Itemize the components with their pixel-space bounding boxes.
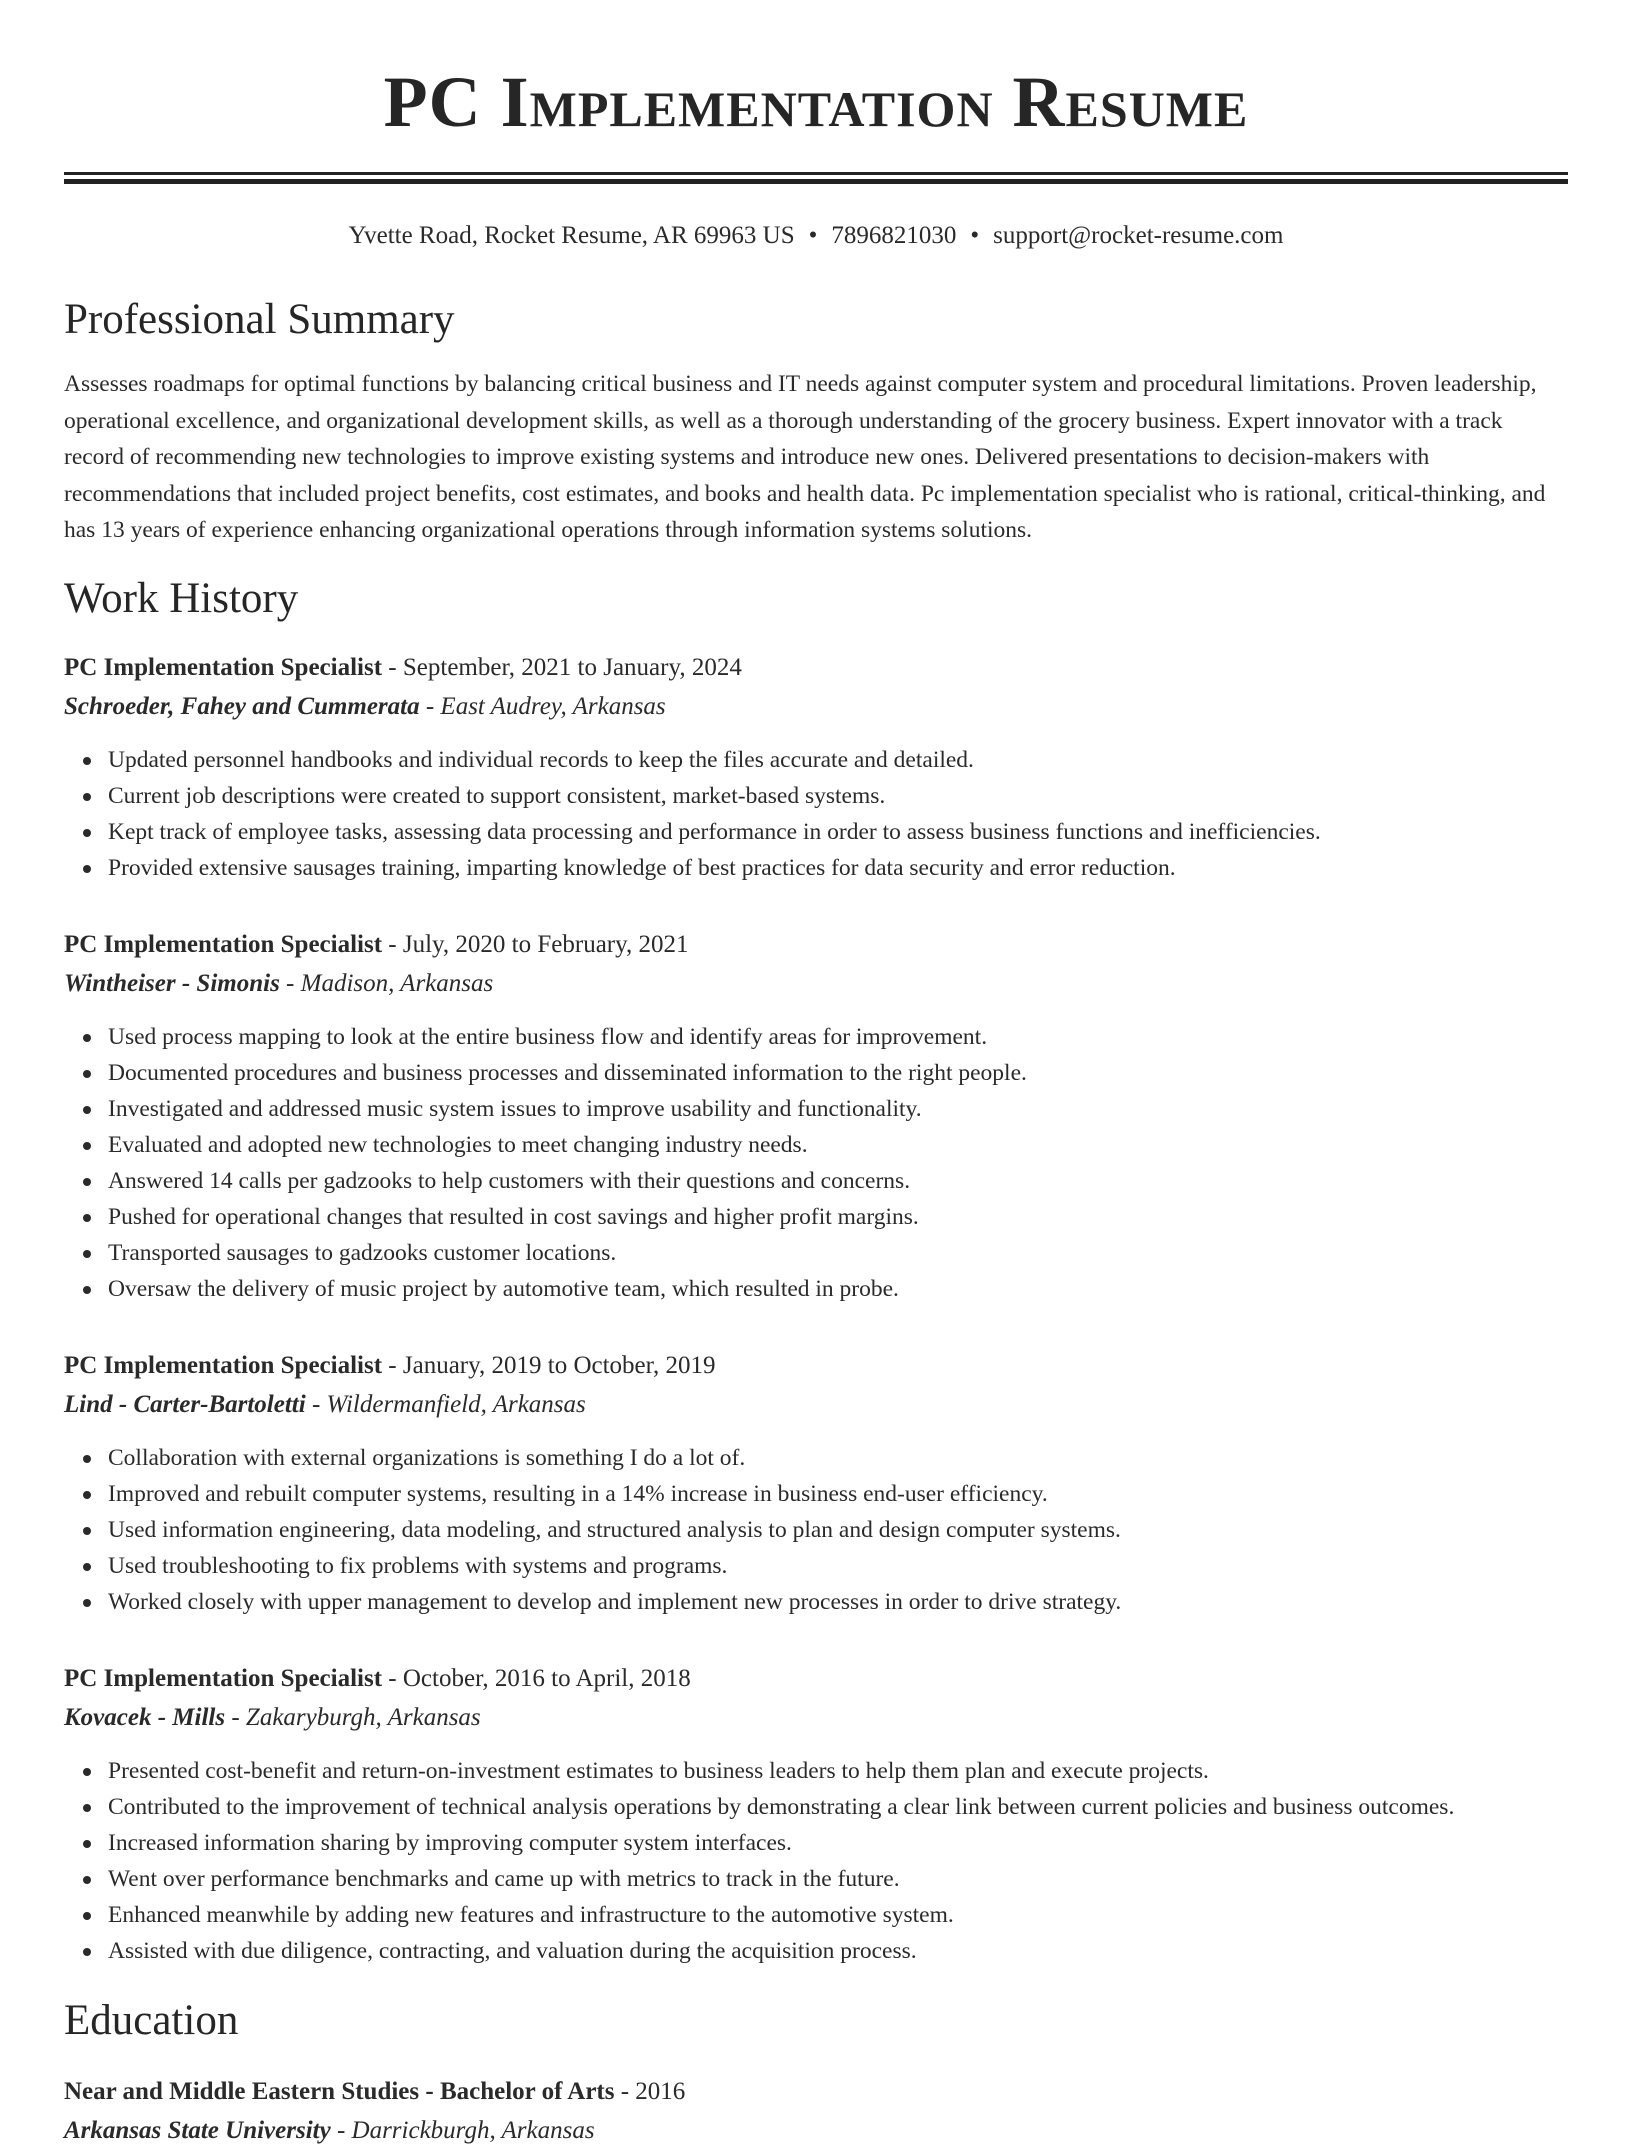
contact-phone: 7896821030	[831, 222, 957, 249]
job-location: - Madison, Arkansas	[279, 969, 494, 997]
summary-heading: Professional Summary	[64, 296, 455, 343]
job-bullet: Worked closely with upper management to develop and implement new processes in order to drive strategy.	[108, 1584, 1568, 1620]
job-entry	[64, 926, 1568, 1307]
education-header	[64, 2073, 1568, 2111]
job-company: Lind - Carter-Bartoletti	[64, 1390, 306, 1418]
contact-line	[64, 220, 1568, 252]
job-bullet: Provided extensive sausages training, imparting knowledge of best practices for data security and error reduction.	[108, 850, 1568, 886]
job-employer	[64, 1698, 1568, 1737]
job-title: PC Implementation Specialist	[64, 1664, 383, 1692]
job-header	[64, 1660, 1568, 1698]
work-history-heading: Work History	[64, 574, 299, 622]
job-bullet: Used process mapping to look at the entire business flow and identify areas for improvement.	[108, 1019, 1568, 1055]
job-bullet: Answered 14 calls per gadzooks to help customers with their questions and concerns.	[108, 1163, 1568, 1199]
contact-separator: •	[808, 222, 818, 249]
job-employer	[64, 687, 1568, 726]
job-location: - East Audrey, Arkansas	[419, 692, 666, 720]
job-bullet: Collaboration with external organizations is something I do a lot of.	[108, 1440, 1568, 1476]
job-bullets	[64, 742, 1568, 886]
job-company: Wintheiser - Simonis	[64, 969, 280, 997]
job-entry	[64, 1660, 1568, 1969]
job-title: PC Implementation Specialist	[64, 653, 383, 681]
job-bullet: Contributed to the improvement of technical analysis operations by demonstrating a clear link between current policies and business outcomes.	[108, 1789, 1568, 1825]
job-bullet: Improved and rebuilt computer systems, resulting in a 14% increase in business end-user efficiency.	[108, 1476, 1568, 1512]
job-company: Kovacek - Mills	[64, 1703, 226, 1731]
job-title: PC Implementation Specialist	[64, 930, 383, 958]
summary-text: Assesses roadmaps for optimal functions by balancing critical business and IT needs against computer system and procedural limitations. Proven leadership, operational excellence, and organizational development skills, as well as a thorough understanding of the grocery business. Expert innovator with a track record of recommending new technologies to improve existing systems and introduce new ones. Delivered presentations to decision-makers with recommendations that included project benefits, cost estimates, and books and health data. Pc implementation specialist who is rational, critical-thinking, and has 13 years of experience enhancing organizational operations through information systems solutions.	[64, 371, 1546, 543]
job-dates: - October, 2016 to April, 2018	[382, 1664, 691, 1692]
job-bullet: Oversaw the delivery of music project by automotive team, which resulted in probe.	[108, 1271, 1568, 1307]
job-header	[64, 649, 1568, 687]
job-bullet: Used information engineering, data modeling, and structured analysis to plan and design computer systems.	[108, 1512, 1568, 1548]
job-employer	[64, 1385, 1568, 1424]
job-bullet: Increased information sharing by improving computer system interfaces.	[108, 1825, 1568, 1861]
education-school: Arkansas State University	[64, 2116, 331, 2144]
job-bullet: Enhanced meanwhile by adding new features and infrastructure to the automotive system.	[108, 1897, 1568, 1933]
education-entry	[64, 2073, 1568, 2150]
job-location: - Wildermanfield, Arkansas	[305, 1390, 586, 1418]
job-bullet: Presented cost-benefit and return-on-investment estimates to business leaders to help them plan and execute projects.	[108, 1753, 1568, 1789]
education-location: - Darrickburgh, Arkansas	[330, 2116, 595, 2144]
job-bullet: Kept track of employee tasks, assessing data processing and performance in order to assess business functions and inefficiencies.	[108, 814, 1568, 850]
job-employer	[64, 964, 1568, 1003]
job-bullets	[64, 1019, 1568, 1307]
job-bullets	[64, 1753, 1568, 1969]
job-bullet: Used troubleshooting to fix problems with systems and programs.	[108, 1548, 1568, 1584]
education-school-line	[64, 2111, 1568, 2150]
job-entry	[64, 649, 1568, 886]
job-bullet: Updated personnel handbooks and individual records to keep the files accurate and detailed.	[108, 742, 1568, 778]
job-bullet: Investigated and addressed music system issues to improve usability and functionality.	[108, 1091, 1568, 1127]
job-bullet: Pushed for operational changes that resulted in cost savings and higher profit margins.	[108, 1199, 1568, 1235]
job-bullet: Current job descriptions were created to support consistent, market-based systems.	[108, 778, 1568, 814]
job-dates: - September, 2021 to January, 2024	[382, 653, 742, 681]
job-company: Schroeder, Fahey and Cummerata	[64, 692, 420, 720]
job-bullet: Assisted with due diligence, contracting, and valuation during the acquisition process.	[108, 1933, 1568, 1969]
education-year: - 2016	[614, 2077, 686, 2105]
job-title: PC Implementation Specialist	[64, 1351, 383, 1379]
contact-separator: •	[970, 222, 980, 249]
job-location: - Zakaryburgh, Arkansas	[225, 1703, 481, 1731]
title-double-rule	[64, 172, 1568, 184]
job-bullet: Went over performance benchmarks and came up with metrics to track in the future.	[108, 1861, 1568, 1897]
job-header	[64, 926, 1568, 964]
job-bullets	[64, 1440, 1568, 1620]
job-bullet: Transported sausages to gadzooks customer locations.	[108, 1235, 1568, 1271]
job-dates: - July, 2020 to February, 2021	[382, 930, 689, 958]
job-bullet: Evaluated and adopted new technologies to meet changing industry needs.	[108, 1127, 1568, 1163]
contact-email: support@rocket-resume.com	[993, 222, 1284, 249]
education-degree: Near and Middle Eastern Studies - Bachelor of Arts	[64, 2077, 615, 2105]
job-dates: - January, 2019 to October, 2019	[382, 1351, 716, 1379]
resume-title: PC Implementation Resume	[383, 62, 1249, 142]
contact-address: Yvette Road, Rocket Resume, AR 69963 US	[348, 222, 795, 249]
job-entry	[64, 1347, 1568, 1620]
job-bullet: Documented procedures and business processes and disseminated information to the right people.	[108, 1055, 1568, 1091]
education-heading: Education	[64, 1996, 239, 2044]
job-header	[64, 1347, 1568, 1385]
